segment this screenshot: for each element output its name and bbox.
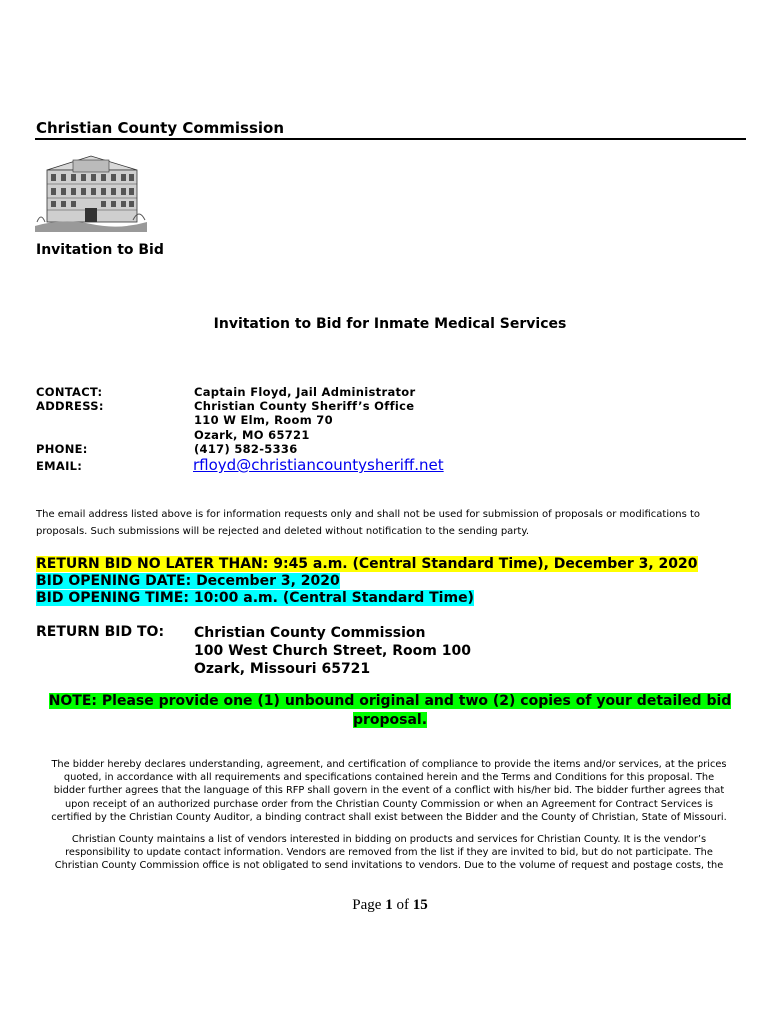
address-line: Christian County Sheriff’s Office xyxy=(194,399,415,413)
return-address-line: 100 West Church Street, Room 100 xyxy=(194,643,471,659)
paragraph-line: responsibility to update contact information. Vendors are removed from the list if they are invited to bid, but do not participate. The xyxy=(65,847,713,859)
courthouse-building-icon xyxy=(33,152,149,232)
paragraph-line: upon receipt of an authorized purchase order from the Christian County Commission or when an Agreement for Contract Services is xyxy=(64,798,714,810)
email-link[interactable]: rfloyd@christiancountysheriff.net xyxy=(193,456,444,474)
organization-title: Christian County Commission xyxy=(36,119,285,137)
opening-date-text: BID OPENING DATE: December 3, 2020 xyxy=(36,573,340,589)
paragraph-line: Christian County maintains a list of vendors interested in bidding on products and services for Christian County. It is the vendor’s xyxy=(71,834,707,845)
paragraph-line: Christian County Commission office is not obligated to send invitations to vendors. Due to the volume of request and postage costs, the xyxy=(54,860,724,872)
vendor-list-paragraph xyxy=(36,833,742,873)
opening-time-text: BID OPENING TIME: 10:00 a.m. (Central Standard Time) xyxy=(36,590,474,606)
page-word: Page xyxy=(352,897,382,913)
return-to-label: RETURN BID TO: xyxy=(36,624,165,640)
paragraph-line: The bidder hereby declares understanding, agreement, and certification of compliance to provide the items and/or services, at the prices xyxy=(51,759,727,770)
contact-label: CONTACT: xyxy=(36,385,103,399)
certification-paragraph xyxy=(36,758,742,824)
return-deadline-text: RETURN BID NO LATER THAN: 9:45 a.m. (Central Standard Time), December 3, 2020 xyxy=(36,556,698,572)
document-title: Invitation to Bid for Inmate Medical Services xyxy=(213,316,567,332)
page-number: 1 xyxy=(385,897,393,913)
paragraph-line: bidder further agrees that the language of this RFP shall govern in the event of a conflict with his/her bid. The bidder further agrees that xyxy=(53,785,725,797)
contact-value: Captain Floyd, Jail Administrator xyxy=(194,385,416,399)
of-word: of xyxy=(396,897,409,913)
phone-value: (417) 582-5336 xyxy=(194,442,298,456)
paragraph-line: certified by the Christian County Auditor, a binding contract shall exist between the Bidder and the County of Christian, State of Missouri. xyxy=(51,811,727,823)
note-line: NOTE: Please provide one (1) unbound original and two (2) copies of your detailed bid xyxy=(48,693,732,709)
address-line: 110 W Elm, Room 70 xyxy=(194,413,333,427)
section-label: Invitation to Bid xyxy=(36,242,164,258)
page-total: 15 xyxy=(412,897,428,913)
email-label: EMAIL: xyxy=(36,459,83,473)
return-deadline xyxy=(36,556,698,573)
paragraph-line: quoted, in accordance with all requirements and specifications contained herein and the Terms and Conditions for this proposal. The xyxy=(63,772,715,784)
address-line: Ozark, MO 65721 xyxy=(194,428,310,442)
return-address-line: Ozark, Missouri 65721 xyxy=(194,661,371,677)
return-address-line: Christian County Commission xyxy=(194,625,426,641)
note-line: proposal. xyxy=(352,712,428,728)
copies-note xyxy=(40,692,740,730)
page-footer xyxy=(0,897,770,914)
address-label: ADDRESS: xyxy=(36,399,104,413)
opening-time xyxy=(36,590,474,607)
header-divider xyxy=(35,138,746,140)
phone-label: PHONE: xyxy=(36,442,88,456)
opening-date xyxy=(36,573,340,590)
email-disclaimer: The email address listed above is for information requests only and shall not be used for submission of proposals or modifications to proposals. Such submissions will be rejected and deleted without notification to the sending party. xyxy=(36,509,701,537)
